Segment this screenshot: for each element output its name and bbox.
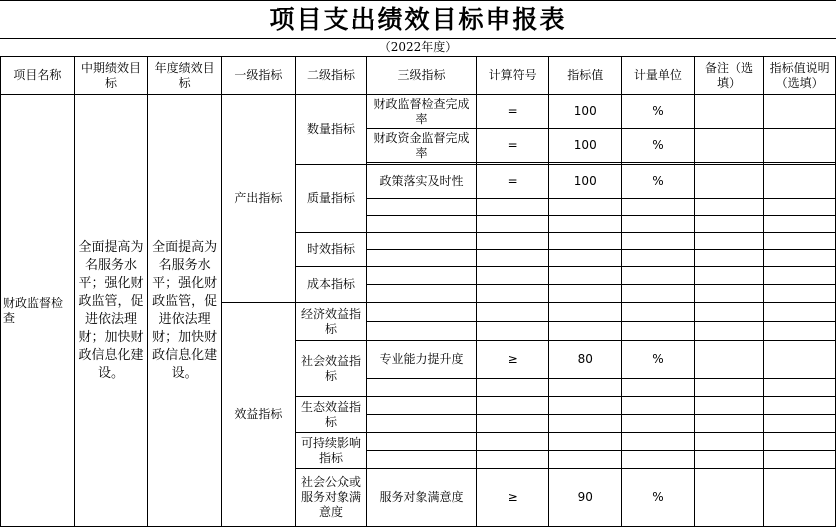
value-cell: 100 — [549, 165, 622, 199]
unit-cell: % — [622, 341, 695, 379]
level2-timeliness-cell: 时效指标 — [295, 233, 367, 267]
indicator-cell: 政策落实及时性 — [367, 165, 476, 199]
header-remark: 备注（选填） — [694, 57, 764, 95]
remark-cell — [694, 469, 764, 527]
project-name-cell: 财政监督检查 — [1, 95, 75, 527]
level2-sustainable-cell: 可持续影响指标 — [295, 433, 367, 469]
level1-output-cell: 产出指标 — [222, 95, 296, 303]
top-border — [0, 0, 836, 1]
note-cell — [764, 469, 836, 527]
level2-cost-cell: 成本指标 — [295, 267, 367, 303]
form-year: （2022年度） — [378, 40, 458, 54]
value-cell: 100 — [549, 129, 622, 163]
unit-cell: % — [622, 165, 695, 199]
remark-cell — [694, 341, 764, 379]
header-annual-goal: 年度绩效目标 — [148, 57, 222, 95]
indicator-cell: 财政监督检查完成率 — [367, 95, 476, 129]
title-divider — [0, 38, 836, 39]
symbol-cell: ≥ — [476, 469, 549, 527]
level2-quantity-cell: 数量指标 — [295, 95, 367, 165]
indicator-cell: 专业能力提升度 — [367, 341, 476, 379]
header-project-name: 项目名称 — [1, 57, 75, 95]
value-cell: 80 — [549, 341, 622, 379]
header-level3: 三级指标 — [367, 57, 476, 95]
performance-goal-table — [0, 56, 836, 527]
level1-benefit-cell: 效益指标 — [222, 303, 296, 527]
note-cell — [764, 341, 836, 379]
symbol-cell: = — [476, 129, 549, 163]
level2-quality-cell: 质量指标 — [295, 165, 367, 233]
remark-cell — [694, 129, 764, 163]
form-title: 项目支出绩效目标申报表 — [269, 5, 567, 34]
header-note: 指标值说明（选填） — [764, 57, 836, 95]
remark-cell — [694, 165, 764, 199]
note-cell — [764, 129, 836, 163]
header-level2: 二级指标 — [295, 57, 367, 95]
header-row — [1, 57, 836, 95]
unit-cell: % — [622, 95, 695, 129]
symbol-cell: = — [476, 95, 549, 129]
indicator-cell: 财政资金监督完成率 — [367, 129, 476, 163]
annual-goal-cell: 全面提高为名服务水平；强化财政监管，促进依法理财；加快财政信息化建设。 — [148, 95, 222, 527]
unit-cell: % — [622, 469, 695, 527]
symbol-cell: = — [476, 165, 549, 199]
value-cell: 90 — [549, 469, 622, 527]
mid-goal-cell: 全面提高为名服务水平；强化财政监管，促进依法理财；加快财政信息化建设。 — [74, 95, 148, 527]
note-cell — [764, 165, 836, 199]
header-level1: 一级指标 — [222, 57, 296, 95]
level2-ecological-cell: 生态效益指标 — [295, 397, 367, 433]
table-row — [1, 95, 836, 129]
header-unit: 计量单位 — [622, 57, 695, 95]
note-cell — [764, 95, 836, 129]
header-symbol: 计算符号 — [476, 57, 549, 95]
level2-social-cell: 社会效益指标 — [295, 341, 367, 397]
level2-satisfaction-cell: 社会公众或服务对象满意度 — [295, 469, 367, 527]
level2-economic-cell: 经济效益指标 — [295, 303, 367, 341]
value-cell: 100 — [549, 95, 622, 129]
header-value: 指标值 — [549, 57, 622, 95]
symbol-cell: ≥ — [476, 341, 549, 379]
header-mid-goal: 中期绩效目标 — [74, 57, 148, 95]
indicator-cell: 服务对象满意度 — [367, 469, 476, 527]
unit-cell: % — [622, 129, 695, 163]
remark-cell — [694, 95, 764, 129]
